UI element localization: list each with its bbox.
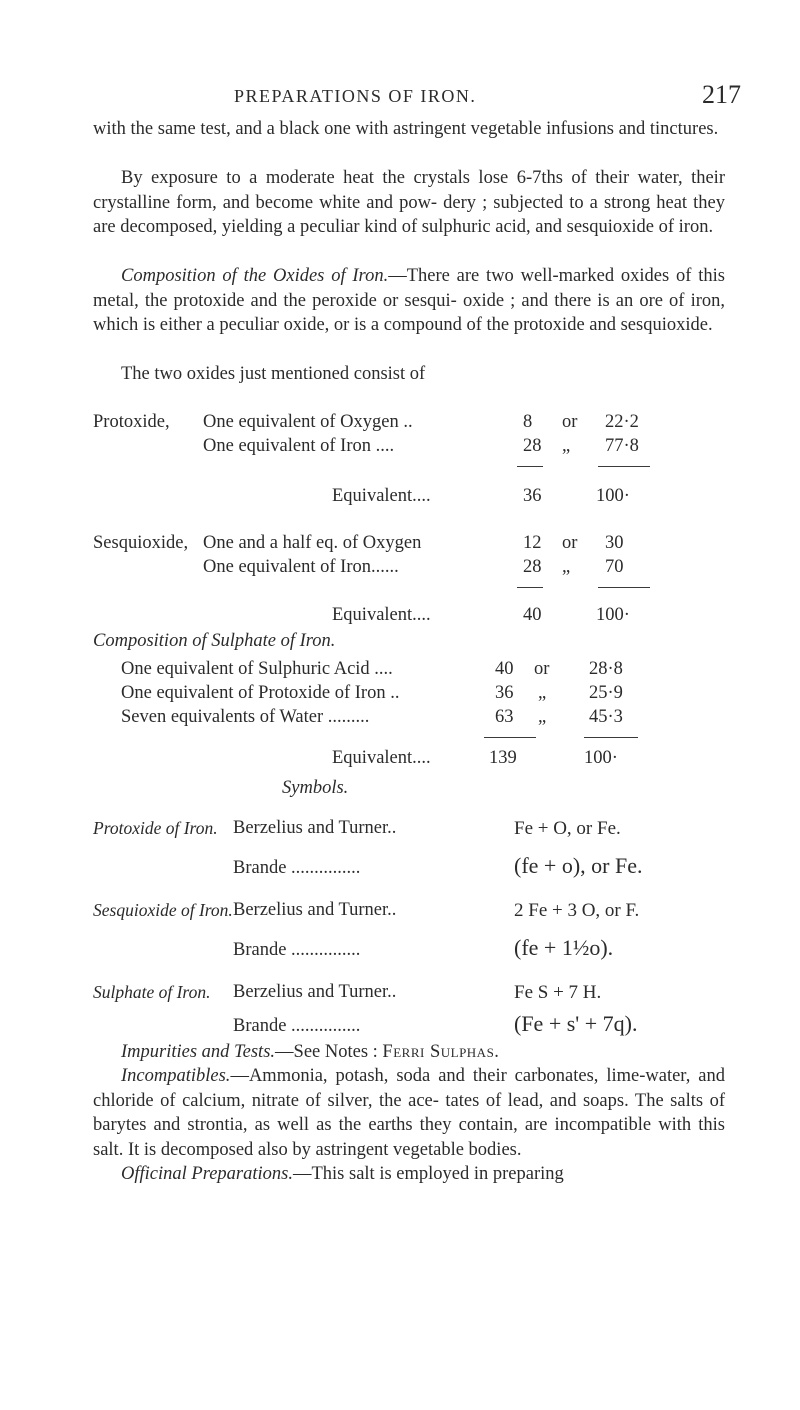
sesquioxide-total-percent: 100· — [596, 605, 630, 625]
sulphate-value-rule — [484, 737, 536, 738]
symbols-sulphate-berzelius: Berzelius and Turner.. — [233, 982, 397, 1002]
sulphate-row-3-item: Seven equivalents of Water ......... — [121, 707, 370, 727]
heat-text: By exposure to a moderate heat the crystals lose 6-7ths of their water, their crystalline form, and become white and pow- dery ; subjected to a strong heat they are decomposed, yielding a peculiar kind of sulphuric acid, and sesquioxide of iron. — [93, 168, 725, 237]
sesquioxide-row-1-percent: 30 — [605, 533, 624, 553]
symbols-protoxide-berzelius-formula: Fe + O, or Fe. — [514, 818, 621, 839]
symbols-sulphate-brande: Brande ............... — [233, 1016, 361, 1036]
protoxide-row-2-item: One equivalent of Iron .... — [203, 436, 395, 456]
sulphate-row-3-sep: „ — [538, 707, 547, 727]
sulphate-row-2-sep: „ — [538, 683, 547, 703]
sulphate-percent-rule — [584, 737, 638, 738]
officinal-heading: Officinal Preparations. — [121, 1164, 293, 1184]
protoxide-total-value: 36 — [523, 486, 542, 506]
impurities-heading: Impurities and Tests. — [121, 1042, 276, 1062]
sulphate-row-3-percent: 45·3 — [589, 707, 623, 727]
sesquioxide-total-value: 40 — [523, 605, 542, 625]
symbols-sulphate-brande-formula: (Fe + s' + 7q). — [514, 1011, 638, 1036]
symbols-sulphate-berzelius-formula: Fe S + 7 H. — [514, 982, 602, 1003]
sulphate-row-2-percent: 25·9 — [589, 683, 623, 703]
sesquioxide-row-2-sep: „ — [562, 557, 571, 577]
heat-paragraph — [93, 166, 725, 240]
intro-text: with the same test, and a black one with astringent vegetable infusions and tinctures. — [93, 119, 719, 139]
symbols-protoxide-berzelius: Berzelius and Turner.. — [233, 818, 397, 838]
impurities-reference: Ferri Sulphas. — [382, 1042, 500, 1062]
incompatibles-text: —Ammonia, potash, soda and their carbonates, lime-water, and chloride of calcium, nitrate of silver, the ace- tates of lead, and soaps. The salts of barytes and strontia, as well as the earths they contain, are incompatible with this salt. It is decomposed also by astringent vegetable bodies. — [93, 1066, 725, 1160]
sulphate-row-1-sep: or — [534, 659, 550, 679]
symbols-sesquioxide-berzelius: Berzelius and Turner.. — [233, 900, 397, 920]
sulphate-total-percent: 100· — [584, 748, 618, 768]
sesquioxide-row-1-sep: or — [562, 533, 578, 553]
symbols-sesquioxide-brande-formula: (fe + 1½o). — [514, 935, 614, 960]
intro-paragraph — [93, 117, 725, 142]
sesquioxide-total-label: Equivalent.... — [332, 605, 431, 625]
sulphate-row-1-item: One equivalent of Sulphuric Acid .... — [121, 659, 393, 679]
symbols-protoxide-brande-formula: (fe + o), or Fe. — [514, 853, 643, 878]
protoxide-percent-rule — [598, 466, 650, 467]
incompatibles-paragraph — [93, 1064, 725, 1162]
protoxide-value-rule — [517, 466, 543, 467]
sulphate-row-2-value: 36 — [495, 683, 514, 703]
protoxide-row-1-percent: 22·2 — [605, 412, 639, 432]
sesquioxide-percent-rule — [598, 587, 650, 588]
sesquioxide-label: Sesquioxide, — [93, 533, 189, 553]
officinal-text: —This salt is employed in preparing — [292, 1164, 564, 1184]
protoxide-total-label: Equivalent.... — [332, 486, 431, 506]
symbols-protoxide-label: Protoxide of Iron. — [93, 818, 218, 838]
symbols-protoxide-brande: Brande ............... — [233, 858, 361, 878]
protoxide-row-2-sep: „ — [562, 436, 571, 456]
symbols-sesquioxide-label: Sesquioxide of Iron. — [93, 900, 233, 920]
page-number: 217 — [702, 80, 741, 109]
protoxide-row-2-percent: 77·8 — [605, 436, 639, 456]
protoxide-total-percent: 100· — [596, 486, 630, 506]
oxides-text: —There are two well-marked oxides of this metal, the protoxide and the peroxide or sesqui- oxide ; and there is an ore of iron, which is either a peculiar oxide, or is a compound of the protoxide and sesquioxide. — [93, 266, 725, 335]
protoxide-row-1-item: One equivalent of Oxygen .. — [203, 412, 413, 432]
sulphate-row-2-item: One equivalent of Protoxide of Iron .. — [121, 683, 400, 703]
sesquioxide-row-2-item: One equivalent of Iron...... — [203, 557, 399, 577]
oxides-paragraph — [93, 264, 725, 338]
protoxide-row-1-value: 8 — [523, 412, 533, 432]
sesquioxide-value-rule — [517, 587, 543, 588]
incompatibles-heading: Incompatibles. — [121, 1066, 231, 1086]
sulphate-heading: Composition of Sulphate of Iron. — [93, 631, 336, 651]
oxides-heading: Composition of the Oxides of Iron. — [121, 266, 389, 286]
sulphate-row-3-value: 63 — [495, 707, 514, 727]
symbols-heading: Symbols. — [282, 778, 349, 798]
running-title: PREPARATIONS OF IRON. — [234, 86, 477, 106]
sulphate-row-1-percent: 28·8 — [589, 659, 623, 679]
symbols-sesquioxide-berzelius-formula: 2 Fe + 3 O, or F. — [514, 900, 640, 921]
oxides-lead-in — [93, 362, 725, 387]
sesquioxide-row-2-value: 28 — [523, 557, 542, 577]
protoxide-label: Protoxide, — [93, 412, 170, 432]
sulphate-total-value: 139 — [489, 748, 517, 768]
page-header — [0, 80, 800, 116]
sesquioxide-row-2-percent: 70 — [605, 557, 624, 577]
sesquioxide-row-1-item: One and a half eq. of Oxygen — [203, 533, 422, 553]
officinal-paragraph — [93, 1162, 725, 1187]
symbols-sesquioxide-brande: Brande ............... — [233, 940, 361, 960]
sulphate-total-label: Equivalent.... — [332, 748, 431, 768]
lead-in-text: The two oxides just mentioned consist of — [121, 364, 426, 384]
protoxide-row-1-sep: or — [562, 412, 578, 432]
impurities-text: —See Notes : — [275, 1042, 383, 1062]
sesquioxide-row-1-value: 12 — [523, 533, 542, 553]
impurities-paragraph — [93, 1040, 725, 1065]
protoxide-row-2-value: 28 — [523, 436, 542, 456]
sulphate-row-1-value: 40 — [495, 659, 514, 679]
symbols-sulphate-label: Sulphate of Iron. — [93, 982, 211, 1002]
